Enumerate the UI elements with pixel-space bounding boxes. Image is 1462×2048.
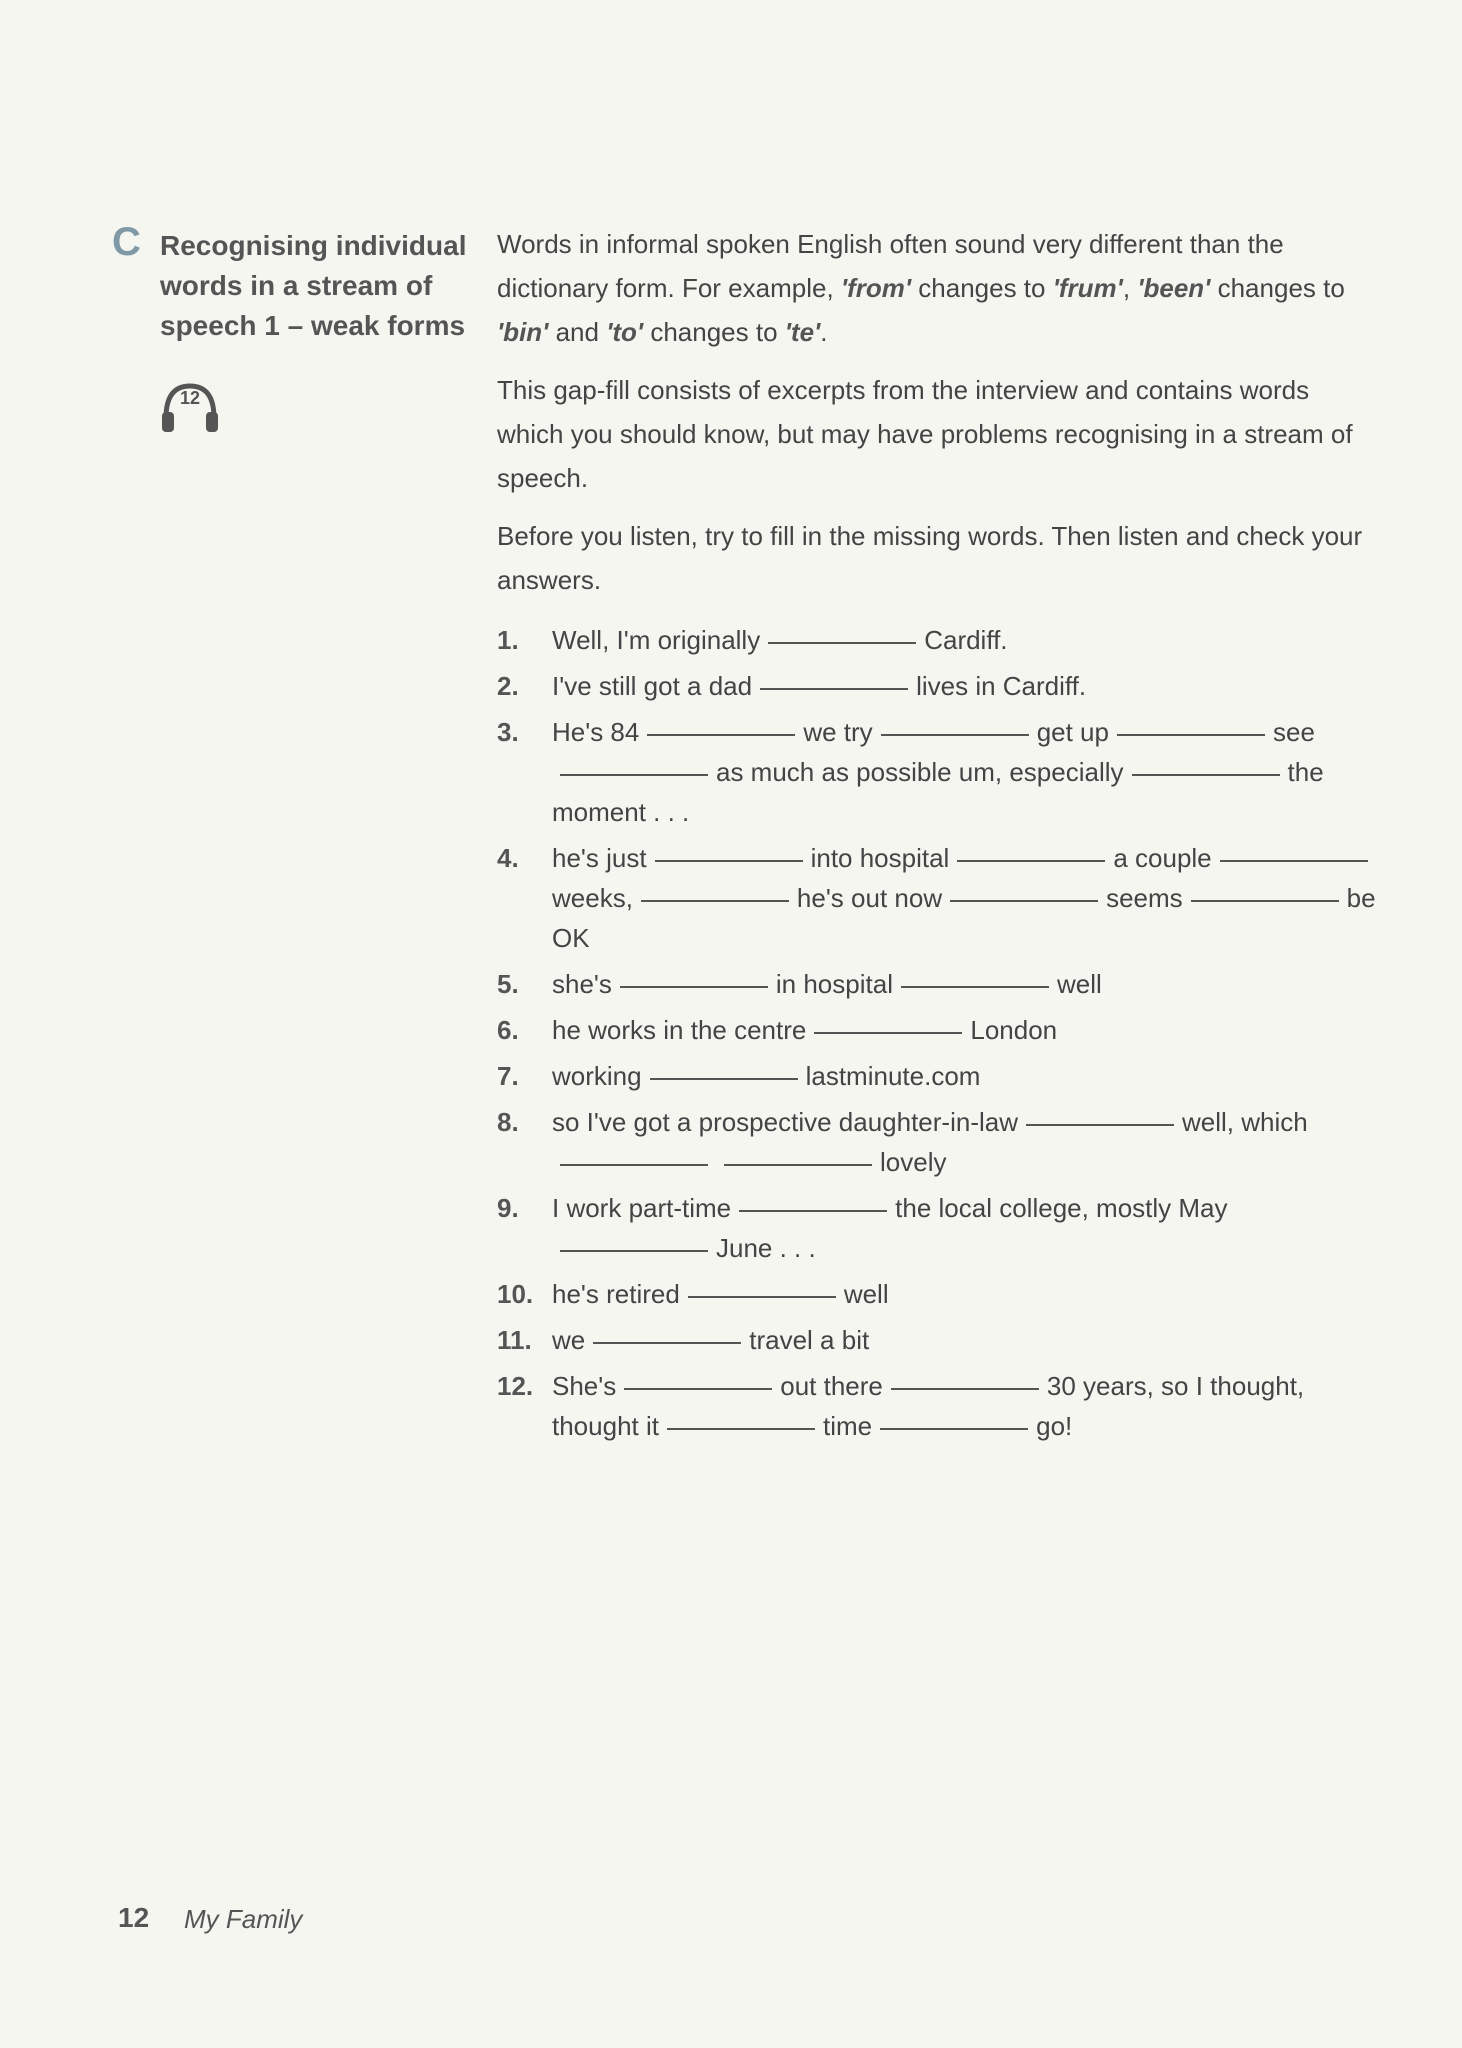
gap-fill-item [497,1010,1377,1050]
item-text-part: a couple [1113,843,1212,873]
item-text-part: lovely [880,1147,947,1177]
item-number: 2. [497,671,519,701]
blank-field[interactable] [655,859,803,862]
item-text-part: June . . . [716,1233,816,1263]
item-text-part: go! [1036,1411,1073,1441]
item-text-part: weeks, [552,883,633,913]
item-text [552,1366,1377,1446]
item-text-part: be OK [552,883,1376,953]
gap-fill-item [497,666,1377,706]
blank-field[interactable] [620,985,768,988]
blank-field[interactable] [1132,773,1280,776]
item-text-part: in hospital [775,969,893,999]
paragraph-text: . [820,317,828,347]
footer-title: My Family [184,1904,303,1934]
blank-field[interactable] [624,1387,772,1390]
item-text-part: I've still got a dad [552,671,753,701]
blank-field[interactable] [1117,733,1265,736]
item-text-part: lives in Cardiff. [916,671,1087,701]
item-number: 7. [497,1061,519,1091]
item-text-part: get up [1036,717,1109,747]
item-text-part: he's out now [796,883,943,913]
section-letter: C [112,220,141,264]
item-text-part: He's 84 [552,717,640,747]
blank-field[interactable] [814,1031,962,1034]
item-text-part: the local college, mostly May [895,1193,1228,1223]
blank-field[interactable] [724,1163,872,1166]
item-text-part: well [1056,969,1102,999]
item-text [552,1274,1377,1314]
item-text-part: as much as possible um, especially [716,757,1124,787]
item-text [552,620,1377,660]
track-number: 12 [179,388,201,408]
item-number: 1. [497,625,519,655]
item-number: 9. [497,1193,519,1223]
blank-field[interactable] [593,1341,741,1344]
paragraph-text: changes to [1210,273,1345,303]
gap-fill-item [497,620,1377,660]
item-text-part: Well, I'm originally [552,625,761,655]
item-text-part: he works in the centre [552,1015,807,1045]
gap-fill-list [497,620,1377,1446]
gap-fill-item [497,1102,1377,1182]
blank-field[interactable] [891,1387,1039,1390]
item-text-part: out there [780,1371,883,1401]
blank-field[interactable] [1026,1123,1174,1126]
example-word: 'bin' [497,317,549,347]
item-text-part: I work part-time [552,1193,732,1223]
item-number: 10. [497,1279,534,1309]
blank-field[interactable] [880,1427,1028,1430]
blank-field[interactable] [560,1249,708,1252]
item-text-part: he's just [552,843,647,873]
item-number: 12. [497,1371,534,1401]
blank-field[interactable] [957,859,1105,862]
exercise-body [497,222,1377,1452]
item-text-part: She's [552,1371,617,1401]
gap-fill-item [497,712,1377,832]
instruction-paragraph [497,222,1377,354]
gap-fill-item [497,1274,1377,1314]
example-word: 'to' [606,317,644,347]
item-text-part: working [552,1061,642,1091]
item-text [552,1010,1377,1050]
item-text [552,1188,1377,1268]
item-text-part: time [822,1411,873,1441]
example-word: 'from' [840,273,912,303]
item-text-part: travel a bit [749,1325,870,1355]
blank-field[interactable] [688,1295,836,1298]
item-text-part: Cardiff. [924,625,1008,655]
instruction-paragraph [497,514,1377,602]
paragraph-text: Before you listen, try to fill in the missing words. Then listen and check your answers. [497,521,1363,595]
item-text [552,1102,1377,1182]
blank-field[interactable] [760,687,908,690]
item-text-part: he's retired [552,1279,680,1309]
item-text-part: lastminute.com [805,1061,981,1091]
blank-field[interactable] [901,985,1049,988]
instructions [497,222,1377,602]
section-title: Recognising individual words in a stream of speech 1 – weak forms [160,230,467,341]
item-text-part: we [552,1325,586,1355]
item-number: 5. [497,969,519,999]
instruction-paragraph [497,368,1377,500]
gap-fill-item [497,1320,1377,1360]
item-text-part: London [970,1015,1058,1045]
blank-field[interactable] [647,733,795,736]
gap-fill-item [497,1056,1377,1096]
item-text-part: well [843,1279,889,1309]
item-number: 11. [497,1325,532,1355]
item-text [552,964,1377,1004]
item-text [552,838,1377,958]
blank-field[interactable] [950,899,1098,902]
blank-field[interactable] [560,1163,708,1166]
item-text-part: seems [1106,883,1183,913]
page-number: 12 [118,1902,150,1933]
blank-field[interactable] [560,773,708,776]
paragraph-text: and [548,317,607,347]
gap-fill-item [497,1366,1377,1446]
paragraph-text: This gap-fill consists of excerpts from the interview and contains words which you should know, but may have problems recognising in a stream of speech. [497,375,1353,493]
blank-field[interactable] [650,1077,798,1080]
example-word: 'te' [784,317,821,347]
item-number: 4. [497,843,519,873]
blank-field[interactable] [881,733,1029,736]
item-number: 3. [497,717,519,747]
gap-fill-item [497,964,1377,1004]
item-text-part: 30 years, so I thought, thought it [552,1371,1305,1441]
blank-field[interactable] [768,641,916,644]
item-text-part: she's [552,969,612,999]
example-word: 'frum' [1052,273,1123,303]
item-text-part: so I've got a prospective daughter-in-law [552,1107,1018,1137]
item-text-part: see [1272,717,1315,747]
item-text [552,1320,1377,1360]
paragraph-text: changes to [643,317,785,347]
paragraph-text: , [1122,273,1138,303]
blank-field[interactable] [1191,899,1339,902]
paragraph-text: changes to [911,273,1053,303]
blank-field[interactable] [641,899,789,902]
item-number: 6. [497,1015,519,1045]
paragraph-text: Words in informal spoken English often sound very different than the dictionary form. For example, [497,229,1284,303]
item-text-part: into hospital [810,843,950,873]
item-text [552,666,1377,706]
item-number: 8. [497,1107,519,1137]
gap-fill-item [497,1188,1377,1268]
blank-field[interactable] [667,1427,815,1430]
blank-field[interactable] [1220,859,1368,862]
item-text-part: we try [803,717,873,747]
item-text [552,712,1377,832]
example-word: 'been' [1137,273,1211,303]
gap-fill-item [497,838,1377,958]
item-text [552,1056,1377,1096]
item-text-part: well, which [1182,1107,1308,1137]
blank-field[interactable] [739,1209,887,1212]
item-text-part: the moment . . . [552,757,1324,827]
